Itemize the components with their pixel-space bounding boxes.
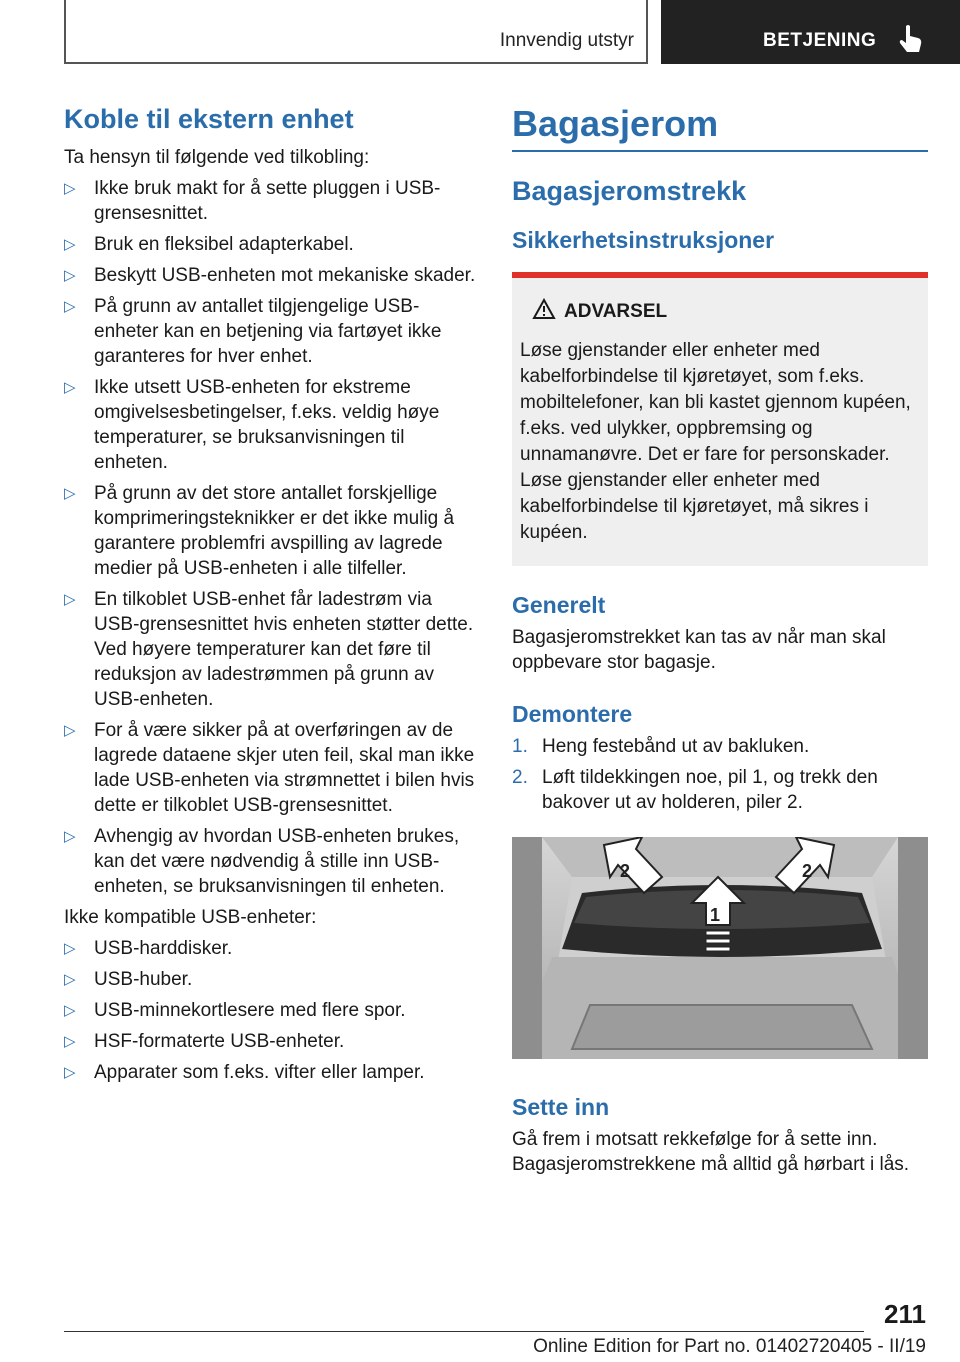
left-column — [64, 104, 480, 1085]
list-item: 1. Heng festebånd ut av bakluken. — [512, 736, 810, 757]
list-item: ▷ Beskytt USB-enheten mot mekaniske skader. — [64, 265, 476, 286]
svg-text:1: 1 — [710, 905, 721, 925]
insert-text: Gå frem i motsatt rekkefølge for å sette inn. Bagasjeromstrekkene må alltid gå hørbart i lås. — [512, 1129, 910, 1175]
warning-label: ADVARSEL — [564, 301, 668, 322]
title-rule — [512, 150, 928, 152]
triangle-bullet-icon: ▷ — [64, 236, 76, 253]
triangle-bullet-icon: ▷ — [64, 485, 76, 502]
warning-triangle-icon — [532, 298, 556, 320]
triangle-bullet-icon: ▷ — [64, 828, 76, 845]
incompatible-list — [64, 936, 480, 1085]
connection-list — [64, 176, 480, 899]
triangle-bullet-icon: ▷ — [64, 591, 76, 608]
insert-heading: Sette inn — [512, 1094, 610, 1120]
list-item: ▷ Apparater som f.eks. vifter eller lamper. — [64, 1062, 425, 1083]
step-number: 2. — [512, 767, 528, 788]
step-number: 1. — [512, 736, 528, 757]
right-column — [512, 104, 928, 1177]
list-item: ▷ USB-minnekortlesere med flere spor. — [64, 1000, 406, 1021]
warning-header — [520, 300, 918, 324]
svg-text:2: 2 — [620, 861, 631, 881]
general-heading: Generelt — [512, 592, 606, 618]
triangle-bullet-icon: ▷ — [64, 1002, 76, 1019]
remove-steps — [512, 734, 928, 815]
warning-text: Løse gjenstander eller enheter med kabelforbindelse til kjøretøyet, som f.eks. mobiltelefoner, kan bli kastet gjennom kupéen, f.eks. ved ulykker, oppbremsing og unnamanøvre. Det er fare for personskader. Løse gjenstander eller enheter med kabelforbindelse til kjøretøyet, må sikres i kupéen. — [520, 340, 911, 543]
list-item: ▷ USB-huber. — [64, 969, 193, 990]
section-title: Innvendig utstyr — [499, 30, 634, 51]
chapter-tab — [661, 0, 960, 64]
list-item: ▷ På grunn av antallet tilgjengelige USB-enheter kan en betjening via fartøyet ikke garanteres for hver enhet. — [64, 296, 442, 367]
triangle-bullet-icon: ▷ — [64, 940, 76, 957]
triangle-bullet-icon: ▷ — [64, 180, 76, 197]
incompatible-intro: Ikke kompatible USB-enheter: — [64, 907, 317, 928]
triangle-bullet-icon: ▷ — [64, 379, 76, 396]
svg-text:2: 2 — [802, 861, 813, 881]
subtitle: Bagasjeromstrekk — [512, 176, 747, 206]
trunk-cover-photo — [512, 837, 928, 1059]
triangle-bullet-icon: ▷ — [64, 298, 76, 315]
list-item: ▷ HSF-formaterte USB-enheter. — [64, 1031, 345, 1052]
triangle-bullet-icon: ▷ — [64, 722, 76, 739]
page-number: 211 — [884, 1299, 926, 1329]
list-item: ▷ For å være sikker på at overføringen av de lagrede dataene skjer uten feil, skal man ikke lade USB-enheten via strømnettet i bilen hvis dette er tilkoblet USB-grensesnittet. — [64, 720, 475, 816]
list-item: ▷ På grunn av det store antallet forskjellige komprimeringsteknikker er det ikke mulig å garantere problemfri avspilling av lagrede medier på USB-enheten i alle tilfeller. — [64, 483, 455, 579]
section-heading: Koble til ekstern enhet — [64, 104, 354, 134]
intro-text: Ta hensyn til følgende ved tilkobling: — [64, 147, 370, 168]
list-item: 2. Løft tildekkingen noe, pil 1, og trekk den bakover ut av holderen, piler 2. — [512, 767, 878, 813]
warning-box — [512, 272, 928, 566]
list-item: ▷ Ikke bruk makt for å sette pluggen i USB-grensesnittet. — [64, 178, 441, 224]
list-item: ▷ Avhengig av hvordan USB-enheten brukes, kan det være nødvendig å stille inn USB-enheten, se bruksanvisningen til enheten. — [64, 826, 460, 897]
hand-pointer-icon — [897, 24, 925, 54]
list-item: ▷ USB-harddisker. — [64, 938, 233, 959]
triangle-bullet-icon: ▷ — [64, 267, 76, 284]
page-title: Bagasjerom — [512, 103, 719, 144]
footer-rule — [64, 1331, 864, 1332]
list-item: ▷ Ikke utsett USB-enheten for ekstreme omgivelsesbetingelser, f.eks. veldig høye temperaturer, se bruksanvisningen til enheten. — [64, 377, 440, 473]
list-item: ▷ Bruk en fleksibel adapterkabel. — [64, 234, 354, 255]
general-text: Bagasjeromstrekket kan tas av når man skal oppbevare stor bagasje. — [512, 627, 886, 673]
triangle-bullet-icon: ▷ — [64, 1033, 76, 1050]
chapter-label: BETJENING — [763, 30, 877, 51]
remove-heading: Demontere — [512, 701, 633, 727]
triangle-bullet-icon: ▷ — [64, 971, 76, 988]
list-item: ▷ En tilkoblet USB-enhet får ladestrøm via USB-grensesnittet hvis enheten støtter dette. Ved høyere temperaturer kan det føre til reduksjon av ladestrømmen på grunn av USB-enheten. — [64, 589, 474, 710]
triangle-bullet-icon: ▷ — [64, 1064, 76, 1081]
edition-note: Online Edition for Part no. 01402720405 - II/19 — [533, 1336, 926, 1357]
safety-heading: Sikkerhetsinstruksjoner — [512, 227, 775, 253]
